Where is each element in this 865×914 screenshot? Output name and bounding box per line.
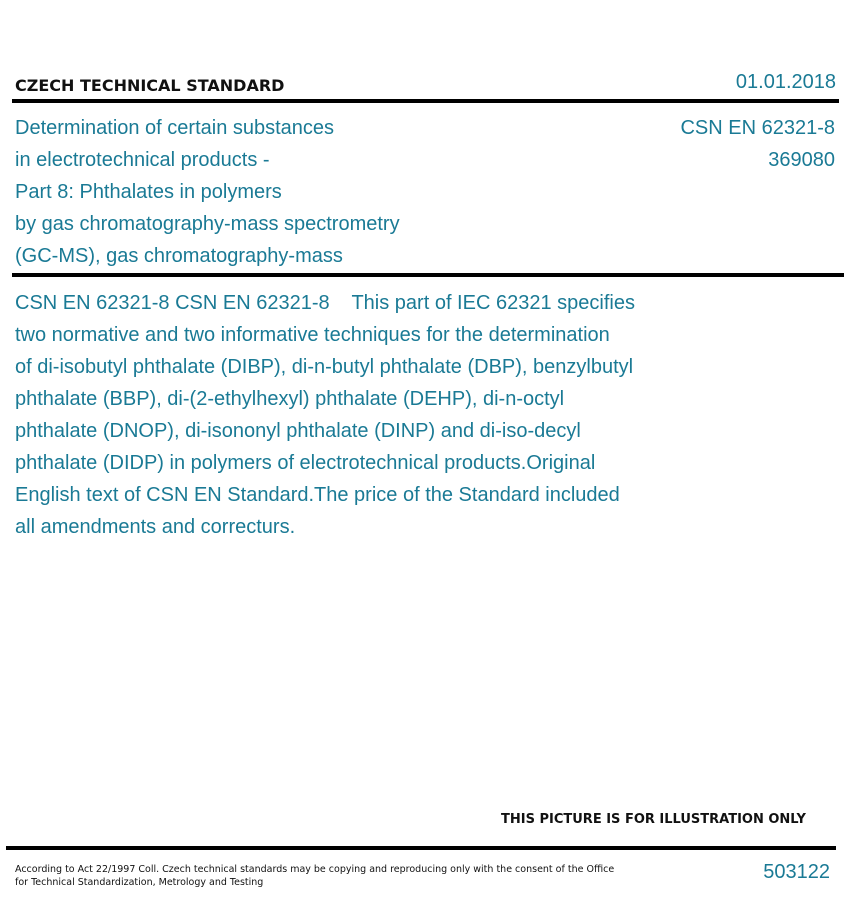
- standard-number: CSN EN 62321-8: [680, 117, 835, 139]
- abstract-line: phthalate (DNOP), di-isononyl phthalate (DINP) and di-iso-decyl: [15, 420, 581, 442]
- abstract-text: [15, 287, 695, 543]
- standard-title-line: in electrotechnical products -: [15, 149, 270, 171]
- title-divider: [12, 273, 844, 277]
- catalog-number: 369080: [768, 149, 835, 171]
- header-divider: [12, 99, 839, 103]
- abstract-line: phthalate (BBP), di-(2-ethylhexyl) phthalate (DEHP), di-n-octyl: [15, 388, 565, 410]
- effective-date: 01.01.2018: [735, 71, 836, 93]
- standard-codes: [680, 112, 835, 176]
- document-code: 503122: [763, 861, 830, 883]
- standard-title-line: Part 8: Phthalates in polymers: [15, 181, 282, 203]
- standard-title-line: by gas chromatography-mass spectrometry: [15, 213, 400, 235]
- legal-notice-line: for Technical Standardization, Metrology and Testing: [15, 877, 264, 888]
- abstract-line: of di-isobutyl phthalate (DIBP), di-n-butyl phthalate (DBP), benzylbutyl: [15, 356, 634, 378]
- standard-title: [15, 112, 400, 272]
- abstract-line: CSN EN 62321-8 CSN EN 62321-8 This part of IEC 62321 specifies: [15, 292, 635, 314]
- standard-title-line: Determination of certain substances: [15, 117, 335, 139]
- abstract-line: English text of CSN EN Standard.The price of the Standard included: [15, 484, 620, 506]
- abstract-line: all amendments and correcturs.: [15, 516, 296, 538]
- legal-notice-line: According to Act 22/1997 Coll. Czech technical standards may be copying and reproducing only with the consent of the Office: [15, 864, 615, 875]
- legal-notice: [15, 863, 614, 889]
- footer-divider: [6, 846, 836, 850]
- abstract-line: two normative and two informative techniques for the determination: [15, 324, 610, 346]
- abstract-line: phthalate (DIDP) in polymers of electrotechnical products.Original: [15, 452, 596, 474]
- document-category-title: CZECH TECHNICAL STANDARD: [15, 76, 285, 95]
- illustration-disclaimer: THIS PICTURE IS FOR ILLUSTRATION ONLY: [501, 812, 806, 827]
- standard-title-line: (GC-MS), gas chromatography-mass: [15, 245, 343, 267]
